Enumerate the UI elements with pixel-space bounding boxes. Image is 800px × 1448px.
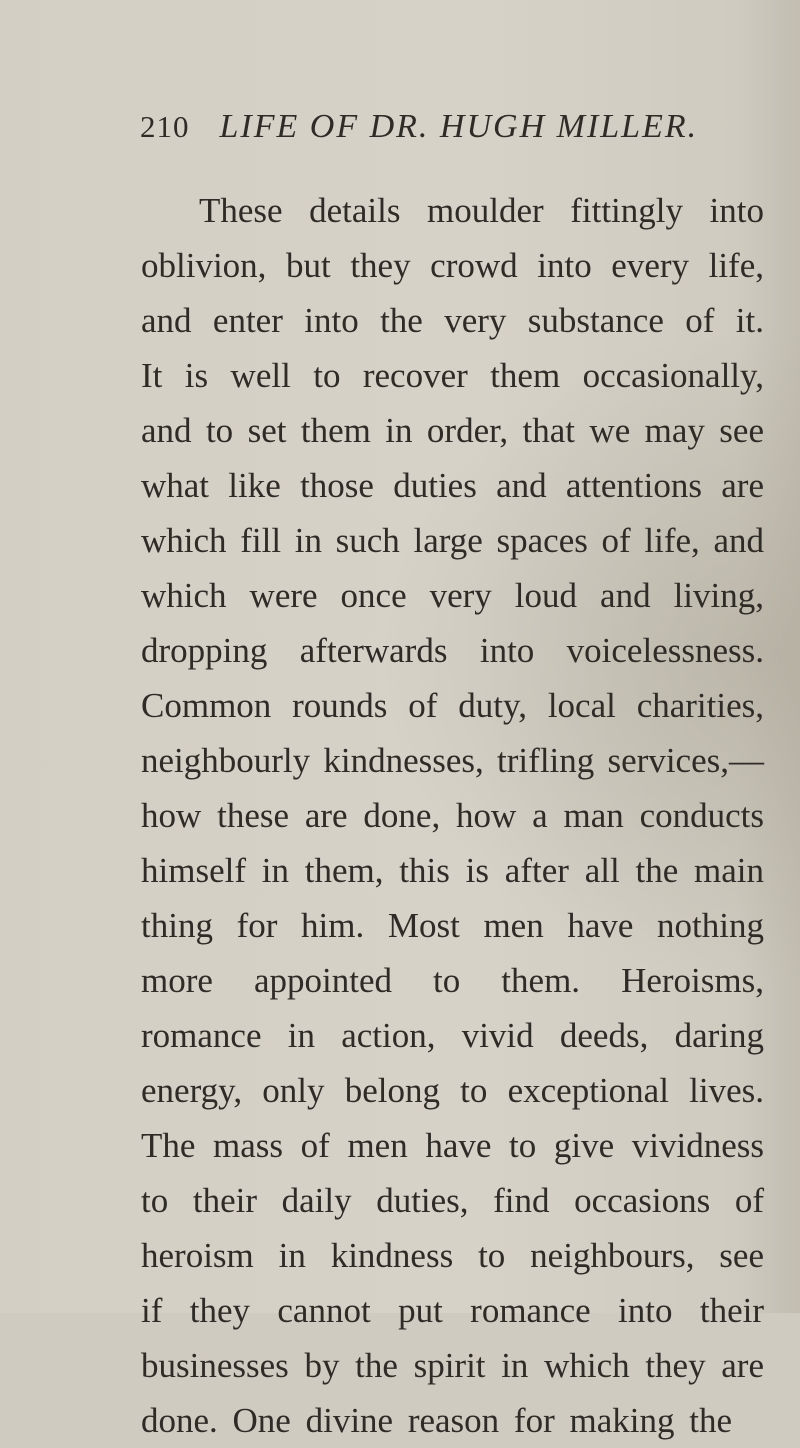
- text-line: romance in action, vivid deeds, daring: [141, 1016, 764, 1055]
- text-line: which fill in such large spaces of life, and: [141, 521, 764, 560]
- text-line: Common rounds of duty, local charities,: [141, 686, 764, 725]
- text-line: more appointed to them. Heroisms,: [141, 961, 764, 1000]
- text-line: It is well to recover them occasionally,: [141, 356, 764, 395]
- text-line: These details moulder fittingly into: [199, 191, 764, 230]
- text-line: oblivion, but they crowd into every life,: [141, 246, 764, 285]
- running-title: LIFE OF DR. HUGH MILLER.: [219, 108, 699, 145]
- text-line: The mass of men have to give vividness: [141, 1126, 764, 1165]
- text-line: to their daily duties, find occasions of: [141, 1181, 764, 1220]
- text-line: himself in them, this is after all the main: [141, 851, 764, 890]
- text-line: done. One divine reason for making the: [141, 1401, 732, 1440]
- text-line: and to set them in order, that we may see: [141, 411, 764, 450]
- text-line: thing for him. Most men have nothing: [141, 906, 764, 945]
- text-line: how these are done, how a man conducts: [141, 796, 764, 835]
- text-line: and enter into the very substance of it.: [141, 301, 764, 340]
- text-line: dropping afterwards into voicelessness.: [141, 631, 764, 670]
- text-line: if they cannot put romance into their: [141, 1291, 764, 1330]
- text-line: what like those duties and attentions are: [141, 466, 764, 505]
- text-line: heroism in kindness to neighbours, see: [141, 1236, 764, 1275]
- text-line: neighbourly kindnesses, trifling services,—: [141, 741, 764, 780]
- text-line: businesses by the spirit in which they are: [141, 1346, 764, 1385]
- body-text: [141, 183, 764, 1448]
- text-line: energy, only belong to exceptional lives.: [141, 1071, 764, 1110]
- text-line: which were once very loud and living,: [141, 576, 764, 615]
- running-header: [140, 108, 780, 148]
- page-number: 210: [140, 109, 190, 144]
